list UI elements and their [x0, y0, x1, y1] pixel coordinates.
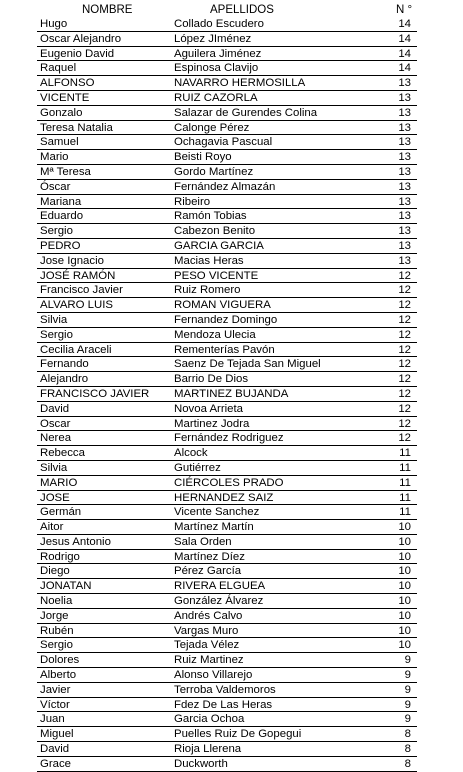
cell-numero: 13 — [398, 239, 411, 252]
cell-nombre: Dolores — [40, 654, 80, 667]
cell-nombre: Mª Teresa — [40, 165, 91, 178]
table-row — [37, 698, 417, 713]
cell-numero: 12 — [398, 387, 411, 400]
table-header — [0, 3, 463, 18]
table-row — [37, 535, 417, 550]
cell-nombre: Mariana — [40, 195, 82, 208]
cell-apellidos: Cabezon Benito — [174, 225, 256, 238]
cell-numero: 11 — [399, 491, 411, 504]
cell-apellidos: Martinez Jodra — [174, 417, 250, 430]
cell-numero: 12 — [398, 313, 411, 326]
cell-apellidos: Fernandez Domingo — [174, 313, 278, 326]
cell-apellidos: Andrés Calvo — [174, 609, 243, 622]
cell-apellidos: Gutiérrez — [174, 461, 221, 474]
cell-nombre: Grace — [40, 757, 72, 770]
cell-numero: 12 — [398, 358, 411, 371]
cell-nombre: Eugenio David — [40, 47, 115, 60]
table-row — [37, 491, 417, 506]
cell-nombre: Hugo — [40, 18, 68, 30]
cell-apellidos: Garcia Ochoa — [174, 713, 245, 726]
cell-numero: 13 — [398, 165, 411, 178]
table-row — [37, 727, 417, 742]
cell-nombre: David — [40, 743, 70, 756]
cell-apellidos: González Álvarez — [174, 595, 264, 608]
cell-nombre: FRANCISCO JAVIER — [40, 387, 150, 400]
cell-apellidos: Alcock — [174, 447, 208, 460]
table-row — [37, 446, 417, 461]
cell-nombre: Sergio — [40, 328, 73, 341]
cell-numero: 10 — [398, 624, 411, 637]
cell-nombre: Javier — [40, 683, 71, 696]
cell-nombre: MARIO — [40, 476, 78, 489]
cell-apellidos: Espinosa Clavijo — [174, 62, 259, 75]
cell-apellidos: Ochagavia Pascual — [174, 136, 273, 149]
table-row — [37, 165, 417, 180]
cell-nombre: Rodrigo — [40, 550, 80, 563]
cell-nombre: ALFONSO — [40, 77, 95, 90]
table-row — [37, 476, 417, 491]
table-row — [37, 150, 417, 165]
table-row — [37, 298, 417, 313]
cell-apellidos: Martínez Díez — [174, 550, 245, 563]
cell-nombre: Alejandro — [40, 373, 89, 386]
cell-numero: 12 — [398, 343, 411, 356]
cell-numero: 11 — [399, 506, 411, 519]
table-row — [37, 653, 417, 668]
table-row — [37, 683, 417, 698]
cell-numero: 14 — [398, 62, 411, 75]
cell-nombre: Teresa Natalia — [40, 121, 113, 134]
cell-apellidos: CIÉRCOLES PRADO — [174, 476, 284, 489]
cell-apellidos: Alonso Villarejo — [174, 669, 253, 682]
cell-nombre: Eduardo — [40, 210, 84, 223]
cell-numero: 13 — [398, 136, 411, 149]
header-nombre: NOMBRE — [82, 4, 133, 16]
cell-nombre: Aitor — [40, 521, 64, 534]
cell-numero: 11 — [399, 447, 411, 460]
cell-numero: 13 — [398, 106, 411, 119]
cell-numero: 14 — [398, 32, 411, 45]
cell-numero: 12 — [398, 373, 411, 386]
cell-apellidos: Fernández Almazán — [174, 180, 276, 193]
table-row — [37, 638, 417, 653]
cell-apellidos: Beisti Royo — [174, 151, 232, 164]
cell-numero: 12 — [398, 417, 411, 430]
cell-nombre: JONATAN — [40, 580, 92, 593]
cell-apellidos: Mendoza Ulecia — [174, 328, 256, 341]
cell-apellidos: RUIZ CAZORLA — [174, 91, 258, 104]
cell-numero: 12 — [398, 402, 411, 415]
cell-nombre: JOSE — [40, 491, 70, 504]
cell-apellidos: Ruiz Romero — [174, 284, 241, 297]
cell-numero: 10 — [398, 609, 411, 622]
cell-numero: 8 — [404, 757, 411, 770]
table-row — [37, 417, 417, 432]
table-row — [37, 624, 417, 639]
table-row — [37, 195, 417, 210]
cell-nombre: Rebecca — [40, 447, 85, 460]
cell-numero: 13 — [398, 91, 411, 104]
cell-nombre: Rubén — [40, 624, 74, 637]
cell-nombre: Óscar — [40, 180, 71, 193]
cell-numero: 14 — [398, 18, 411, 30]
cell-nombre: Noelia — [40, 595, 73, 608]
table-row — [37, 224, 417, 239]
cell-apellidos: Vicente Sanchez — [174, 506, 260, 519]
cell-apellidos: Martínez Martín — [174, 521, 254, 534]
table-row — [37, 209, 417, 224]
cell-nombre: Francisco Javier — [40, 284, 123, 297]
cell-apellidos: PESO VICENTE — [174, 269, 259, 282]
cell-numero: 9 — [404, 683, 411, 696]
cell-apellidos: Rementerías Pavón — [174, 343, 275, 356]
table-row — [37, 668, 417, 683]
cell-apellidos: RIVERA ELGUEA — [174, 580, 266, 593]
cell-numero: 11 — [399, 461, 411, 474]
cell-apellidos: Saenz De Tejada San Miguel — [174, 358, 321, 371]
table-row — [37, 106, 417, 121]
table-row — [37, 17, 417, 32]
cell-nombre: Sergio — [40, 639, 73, 652]
cell-nombre: Jorge — [40, 609, 69, 622]
cell-numero: 10 — [398, 535, 411, 548]
header-apellidos: APELLIDOS — [210, 4, 274, 16]
table-row — [37, 372, 417, 387]
cell-nombre: Cecilia Araceli — [40, 343, 112, 356]
cell-apellidos: Barrio De Dios — [174, 373, 249, 386]
cell-numero: 13 — [398, 180, 411, 193]
cell-nombre: Nerea — [40, 432, 72, 445]
table-row — [37, 712, 417, 727]
header-numero: N ° — [396, 4, 413, 16]
table-row — [37, 47, 417, 62]
cell-numero: 12 — [398, 269, 411, 282]
cell-numero: 10 — [398, 521, 411, 534]
cell-apellidos: Sala Orden — [174, 535, 232, 548]
cell-apellidos: Fernández Rodriguez — [174, 432, 284, 445]
table-row — [37, 313, 417, 328]
cell-apellidos: Macias Heras — [174, 254, 244, 267]
cell-nombre: Silvia — [40, 461, 68, 474]
cell-numero: 12 — [398, 432, 411, 445]
cell-nombre: Juan — [40, 713, 65, 726]
cell-numero: 13 — [398, 121, 411, 134]
table-row — [37, 239, 417, 254]
cell-nombre: VICENTE — [40, 91, 90, 104]
table-row — [37, 32, 417, 47]
cell-apellidos: Aguilera Jiménez — [174, 47, 262, 60]
cell-apellidos: NAVARRO HERMOSILLA — [174, 77, 306, 90]
table-row — [37, 564, 417, 579]
cell-apellidos: Vargas Muro — [174, 624, 239, 637]
cell-apellidos: ROMAN VIGUERA — [174, 299, 271, 312]
cell-apellidos: Duckworth — [174, 757, 228, 770]
cell-numero: 8 — [404, 728, 411, 741]
cell-apellidos: Calonge Pérez — [174, 121, 250, 134]
cell-nombre: Alberto — [40, 669, 77, 682]
cell-apellidos: López JIménez — [174, 32, 252, 45]
cell-numero: 10 — [398, 565, 411, 578]
table-row — [37, 121, 417, 136]
cell-nombre: Oscar Alejandro — [40, 32, 122, 45]
cell-numero: 9 — [404, 669, 411, 682]
cell-nombre: ALVARO LUIS — [40, 299, 114, 312]
cell-apellidos: Ruiz Martinez — [174, 654, 244, 667]
cell-apellidos: Collado Escudero — [174, 18, 264, 30]
table-row — [37, 283, 417, 298]
cell-apellidos: Gordo Martínez — [174, 165, 254, 178]
cell-nombre: Raquel — [40, 62, 77, 75]
cell-nombre: Diego — [40, 565, 70, 578]
cell-numero: 11 — [399, 476, 411, 489]
cell-apellidos: Terroba Valdemoros — [174, 683, 276, 696]
cell-numero: 14 — [398, 47, 411, 60]
cell-numero: 12 — [398, 328, 411, 341]
cell-nombre: Víctor — [40, 698, 70, 711]
table-row — [37, 387, 417, 402]
table-row — [37, 76, 417, 91]
cell-apellidos: Ribeiro — [174, 195, 211, 208]
cell-numero: 10 — [398, 639, 411, 652]
cell-apellidos: Pérez García — [174, 565, 242, 578]
cell-apellidos: Rioja Llerena — [174, 743, 242, 756]
table-row — [37, 61, 417, 76]
table-row — [37, 550, 417, 565]
cell-numero: 9 — [404, 698, 411, 711]
cell-numero: 13 — [398, 225, 411, 238]
cell-numero: 10 — [398, 595, 411, 608]
cell-apellidos: Novoa Arrieta — [174, 402, 244, 415]
cell-numero: 13 — [398, 151, 411, 164]
table-row — [37, 609, 417, 624]
table-body — [0, 17, 463, 772]
cell-numero: 9 — [404, 654, 411, 667]
cell-numero: 9 — [404, 713, 411, 726]
table-row — [37, 343, 417, 358]
cell-apellidos: HERNANDEZ SAIZ — [174, 491, 274, 504]
cell-numero: 8 — [404, 743, 411, 756]
cell-apellidos: Puelles Ruiz De Gopegui — [174, 728, 302, 741]
table-row — [37, 357, 417, 372]
cell-nombre: Samuel — [40, 136, 79, 149]
table-row — [37, 505, 417, 520]
cell-nombre: Fernando — [40, 358, 89, 371]
table-row — [37, 757, 417, 772]
cell-apellidos: Fdez De Las Heras — [174, 698, 273, 711]
cell-numero: 12 — [398, 299, 411, 312]
cell-numero: 10 — [398, 550, 411, 563]
cell-numero: 12 — [398, 284, 411, 297]
table-row — [37, 254, 417, 269]
cell-apellidos: Salazar de Gurendes Colina — [174, 106, 318, 119]
cell-nombre: Miguel — [40, 728, 74, 741]
cell-nombre: Silvia — [40, 313, 68, 326]
cell-apellidos: MARTINEZ BUJANDA — [174, 387, 289, 400]
cell-numero: 13 — [398, 210, 411, 223]
table-row — [37, 520, 417, 535]
cell-nombre: JOSÉ RAMÓN — [40, 269, 116, 282]
cell-nombre: David — [40, 402, 70, 415]
table-row — [37, 594, 417, 609]
table-row — [37, 742, 417, 757]
cell-nombre: Sergio — [40, 225, 73, 238]
cell-numero: 10 — [398, 580, 411, 593]
table-row — [37, 269, 417, 284]
cell-nombre: Jose Ignacio — [40, 254, 104, 267]
table-row — [37, 402, 417, 417]
cell-numero: 13 — [398, 77, 411, 90]
cell-numero: 13 — [398, 254, 411, 267]
cell-nombre: Germán — [40, 506, 82, 519]
cell-nombre: Oscar — [40, 417, 71, 430]
cell-nombre: Mario — [40, 151, 69, 164]
cell-nombre: Jesus Antonio — [40, 535, 111, 548]
cell-nombre: Gonzalo — [40, 106, 83, 119]
cell-numero: 13 — [398, 195, 411, 208]
table-row — [37, 461, 417, 476]
table-row — [37, 91, 417, 106]
cell-apellidos: GARCIA GARCIA — [174, 239, 264, 252]
table-row — [37, 135, 417, 150]
table-row — [37, 431, 417, 446]
cell-nombre: PEDRO — [40, 239, 81, 252]
cell-apellidos: Tejada Vélez — [174, 639, 240, 652]
table-row — [37, 180, 417, 195]
cell-apellidos: Ramón Tobias — [174, 210, 247, 223]
table-row — [37, 579, 417, 594]
table-row — [37, 328, 417, 343]
